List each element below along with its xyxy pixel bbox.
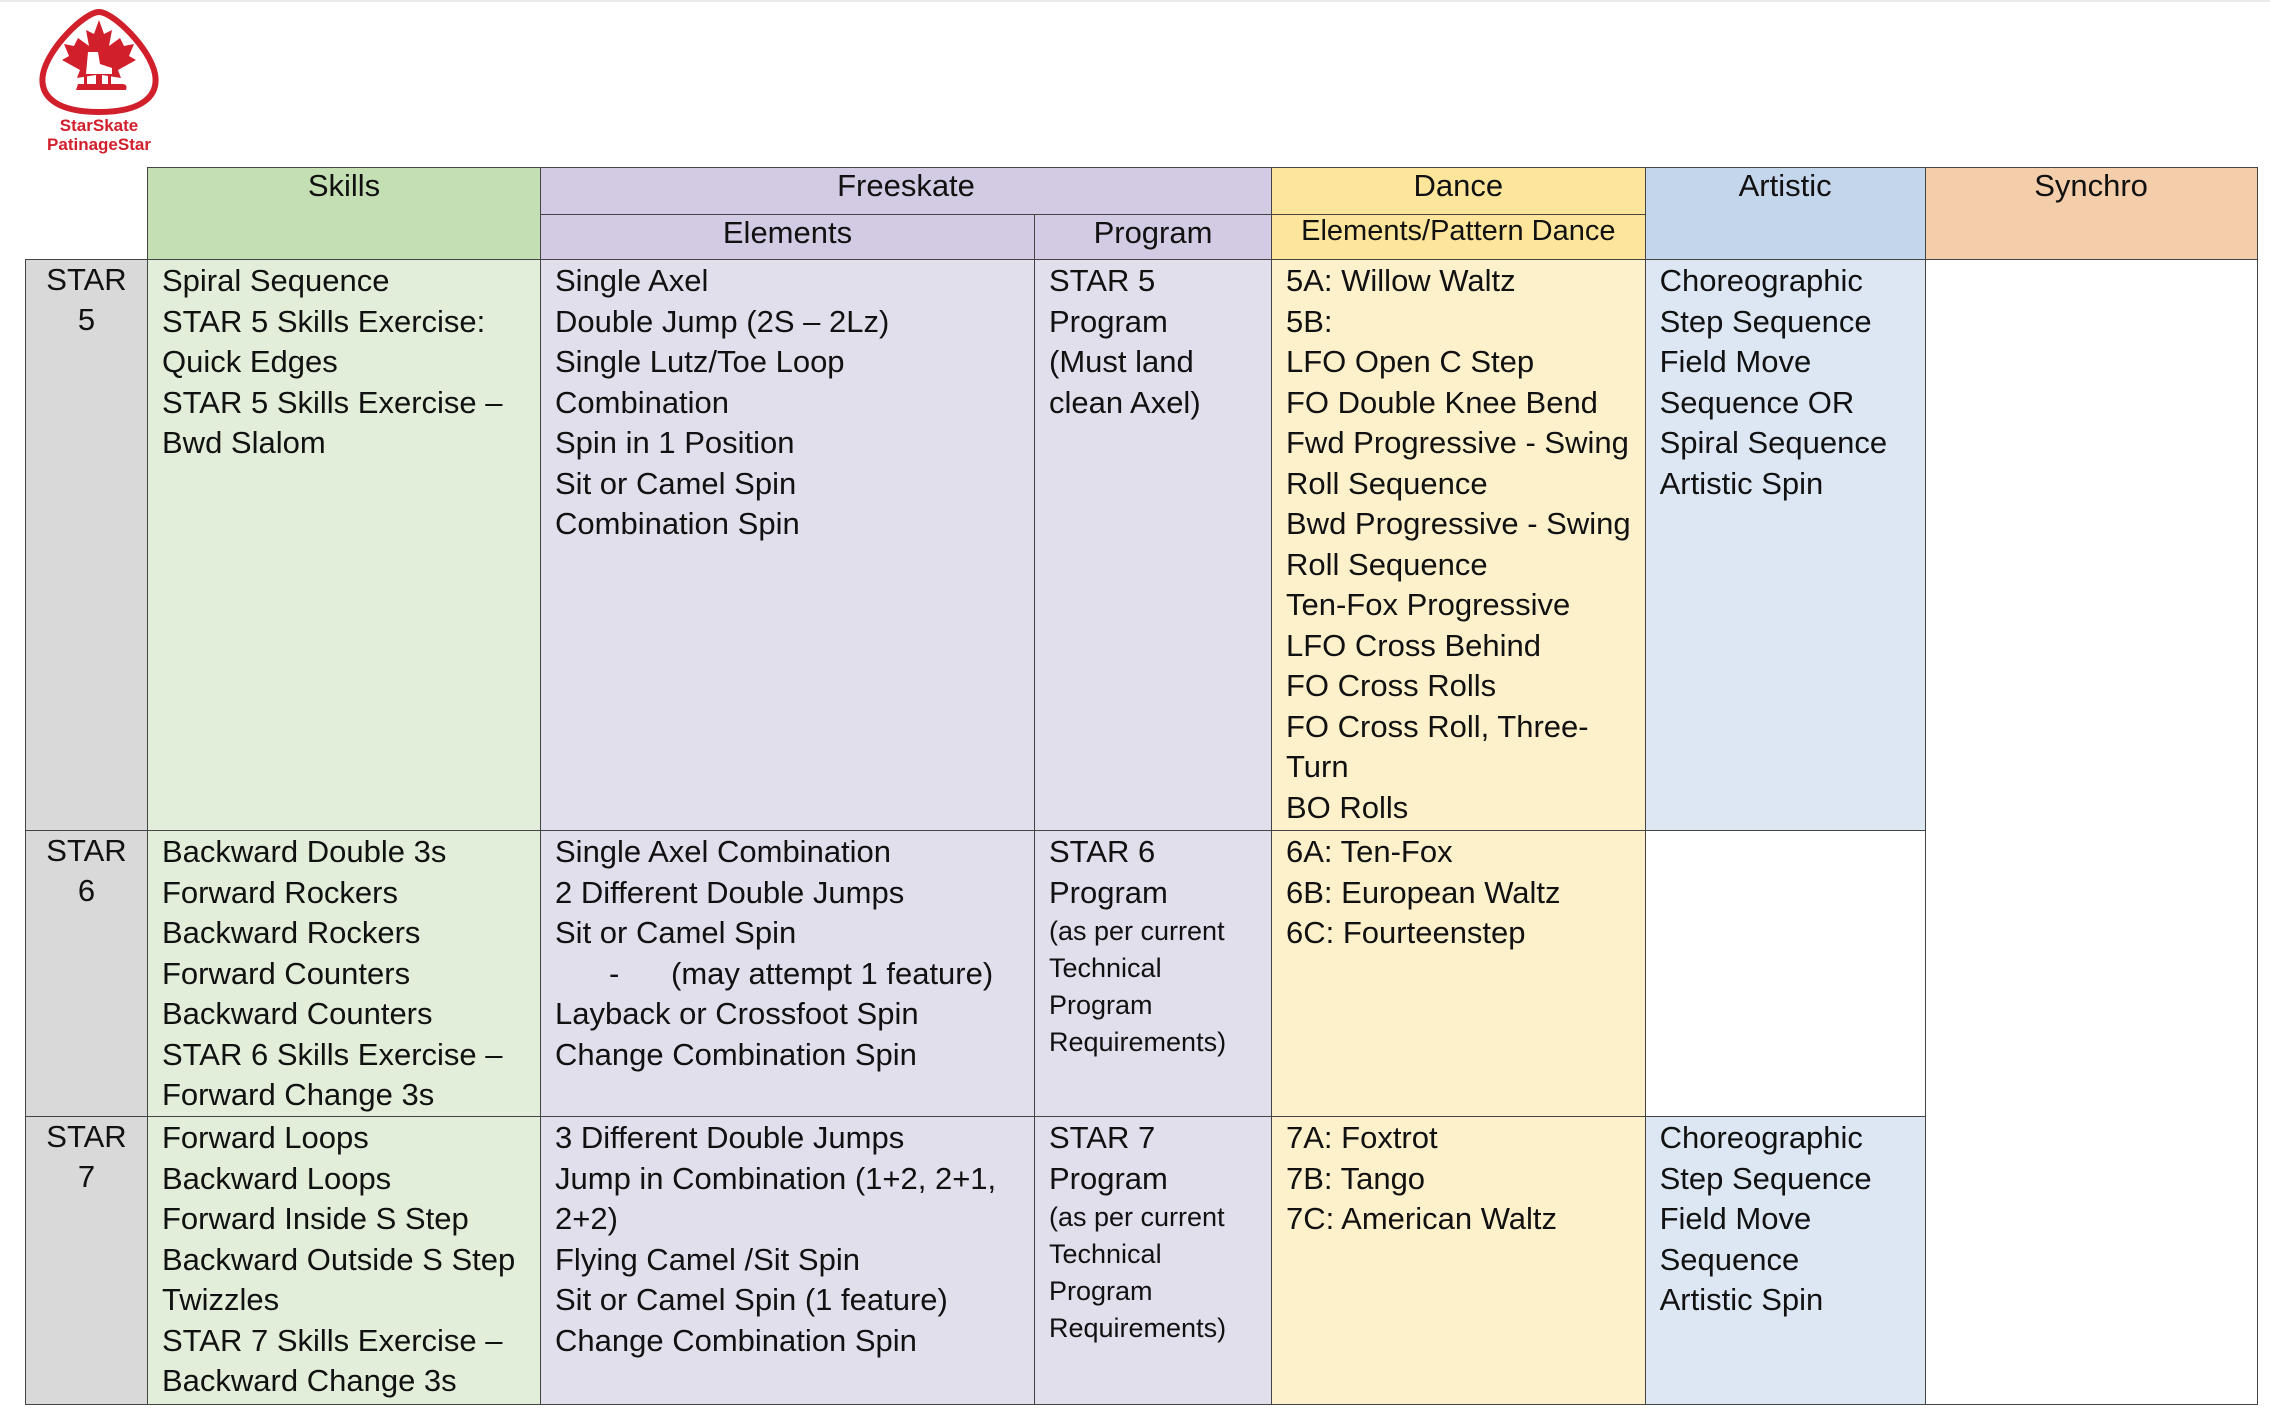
list-item: LFO Open C Step xyxy=(1286,344,1535,379)
list-item: 2+2) xyxy=(555,1201,618,1236)
list-item: Program xyxy=(1049,874,1168,910)
list-item: Spin in 1 Position xyxy=(555,425,795,460)
list-item: clean Axel) xyxy=(1049,384,1201,420)
maple-leaf-skate-icon xyxy=(38,8,160,116)
list-item: Requirements) xyxy=(1049,1027,1227,1057)
list-item: FO Double Knee Bend xyxy=(1286,384,1598,420)
list-item: BO Rolls xyxy=(1286,789,1409,825)
list-item: Ten-Fox Progressive xyxy=(1286,587,1571,622)
list-item: 7C: American Waltz xyxy=(1286,1201,1558,1236)
list-item: Sit or Camel Spin xyxy=(555,915,797,950)
list-item: Sit or Camel Spin (1 feature) xyxy=(555,1282,948,1317)
dance-cell xyxy=(1272,831,1646,1117)
row-star-7 xyxy=(26,1117,2258,1405)
list-item: LFO Cross Behind xyxy=(1286,627,1541,663)
list-item: Double Jump (2S – 2Lz) xyxy=(555,303,890,339)
list-item: Choreographic xyxy=(1659,263,1863,298)
list-item: 6B: European Waltz xyxy=(1286,874,1561,910)
list-item: (as per current xyxy=(1049,1202,1225,1232)
list-item: Step Sequence xyxy=(1659,303,1872,339)
list-item: 5B: xyxy=(1286,303,1333,339)
skills-cell xyxy=(148,1117,541,1405)
program-cell xyxy=(1035,831,1272,1117)
header-skills: Skills xyxy=(148,168,541,260)
list-item: Roll Sequence xyxy=(1286,546,1488,582)
elements-cell xyxy=(541,260,1035,831)
top-rule xyxy=(0,0,2270,2)
list-item: FO Cross Roll, Three- xyxy=(1286,708,1589,744)
star-label xyxy=(26,260,148,831)
list-item: Forward Loops xyxy=(162,1120,369,1155)
list-item: Bwd Slalom xyxy=(162,425,326,460)
artistic-cell xyxy=(1645,831,1925,1117)
list-item: Artistic Spin xyxy=(1659,1282,1824,1317)
star-label-number: 6 xyxy=(77,873,96,908)
list-item: Field Move xyxy=(1659,344,1812,379)
list-item: 6C: Fourteenstep xyxy=(1286,915,1526,950)
header-program: Program xyxy=(1035,215,1272,260)
header-synchro: Synchro xyxy=(1925,168,2257,260)
list-item: (Must land xyxy=(1049,344,1194,379)
header-elements: Elements xyxy=(541,215,1035,260)
row-star-6 xyxy=(26,831,2258,1117)
list-item: Technical xyxy=(1049,1239,1162,1269)
list-item: 3 Different Double Jumps xyxy=(555,1120,905,1155)
list-item: Bwd Progressive - Swing xyxy=(1286,506,1631,541)
star-label-text: STAR xyxy=(46,1119,127,1154)
header-artistic: Artistic xyxy=(1645,168,1925,260)
elements-cell xyxy=(541,1117,1035,1405)
list-item: Layback or Crossfoot Spin xyxy=(555,996,919,1031)
star-label xyxy=(26,831,148,1117)
list-item: Backward Counters xyxy=(162,996,433,1031)
list-item: Twizzles xyxy=(162,1282,280,1317)
list-item: STAR 6 xyxy=(1049,834,1156,869)
star-requirements-table xyxy=(25,167,2258,1405)
list-item: Single Lutz/Toe Loop xyxy=(555,344,845,379)
list-item: Sequence xyxy=(1659,1241,1800,1277)
list-item: Backward Loops xyxy=(162,1160,392,1196)
dance-cell xyxy=(1272,260,1646,831)
list-item: Program xyxy=(1049,303,1168,339)
list-item: 5A: Willow Waltz xyxy=(1286,263,1516,298)
list-item: Spiral Sequence xyxy=(162,263,390,298)
logo-text-line2: PatinageStar xyxy=(47,135,151,154)
list-item: Single Axel Combination xyxy=(555,834,892,869)
list-item: Program xyxy=(1049,990,1153,1020)
list-item: Program xyxy=(1049,1160,1168,1196)
list-item: 6A: Ten-Fox xyxy=(1286,834,1453,869)
list-item: Quick Edges xyxy=(162,344,338,379)
list-item: Requirements) xyxy=(1049,1313,1227,1343)
list-item: Backward Double 3s xyxy=(162,834,447,869)
elements-cell xyxy=(541,831,1035,1117)
list-item: Spiral Sequence xyxy=(1659,425,1888,460)
list-item: Backward Rockers xyxy=(162,915,421,950)
list-item: STAR 7 xyxy=(1049,1120,1156,1155)
list-item: 7B: Tango xyxy=(1286,1160,1426,1196)
synchro-cell xyxy=(1925,260,2257,1405)
list-item: Backward Outside S Step xyxy=(162,1241,516,1277)
skills-cell xyxy=(148,831,541,1117)
list-item: (as per current xyxy=(1049,916,1225,946)
list-item: Change Combination Spin xyxy=(555,1322,917,1358)
list-item: Change Combination Spin xyxy=(555,1036,917,1072)
list-item: Forward Change 3s xyxy=(162,1077,435,1112)
list-item: Single Axel xyxy=(555,263,709,298)
list-item: FO Cross Rolls xyxy=(1286,668,1497,703)
star-label-text: STAR xyxy=(46,262,127,297)
star-label xyxy=(26,1117,148,1405)
list-item: STAR 5 Skills Exercise – xyxy=(162,384,503,420)
list-item: STAR 6 Skills Exercise – xyxy=(162,1036,503,1072)
corner-blank xyxy=(26,168,148,260)
artistic-cell xyxy=(1645,1117,1925,1405)
header-freeskate: Freeskate xyxy=(541,168,1272,215)
list-item: Roll Sequence xyxy=(1286,465,1488,501)
list-item: Choreographic xyxy=(1659,1120,1863,1155)
list-item: Combination xyxy=(555,384,730,420)
list-item: Flying Camel /Sit Spin xyxy=(555,1241,860,1277)
list-item: Artistic Spin xyxy=(1659,465,1824,501)
list-item: Combination Spin xyxy=(555,506,800,541)
list-item: Forward Inside S Step xyxy=(162,1201,469,1236)
program-cell xyxy=(1035,1117,1272,1405)
list-item: Field Move xyxy=(1659,1201,1812,1236)
list-item: STAR 5 xyxy=(1049,263,1156,298)
list-item: 2 Different Double Jumps xyxy=(555,874,905,910)
dance-cell xyxy=(1272,1117,1646,1405)
row-star-5 xyxy=(26,260,2258,831)
list-item: Turn xyxy=(1286,749,1349,784)
artistic-cell xyxy=(1645,260,1925,831)
program-cell xyxy=(1035,260,1272,831)
list-item: - (may attempt 1 feature) xyxy=(609,955,994,991)
list-item: Step Sequence xyxy=(1659,1160,1872,1196)
list-item: Program xyxy=(1049,1276,1153,1306)
list-item: Forward Counters xyxy=(162,955,411,991)
list-item: Forward Rockers xyxy=(162,874,398,910)
star-label-number: 5 xyxy=(77,302,96,337)
list-item: Backward Change 3s xyxy=(162,1363,457,1398)
list-item: 7A: Foxtrot xyxy=(1286,1120,1438,1155)
list-item: STAR 5 Skills Exercise: xyxy=(162,303,486,339)
list-item: Jump in Combination (1+2, 2+1, xyxy=(555,1160,997,1196)
list-item: Fwd Progressive - Swing xyxy=(1286,425,1629,460)
header-dance-sub: Elements/Pattern Dance xyxy=(1272,215,1646,260)
skills-cell xyxy=(148,260,541,831)
list-item: STAR 7 Skills Exercise – xyxy=(162,1322,503,1358)
list-item: Sequence OR xyxy=(1659,384,1855,420)
star-label-number: 7 xyxy=(77,1159,96,1194)
starskate-logo xyxy=(34,8,164,158)
list-item: Sit or Camel Spin xyxy=(555,465,797,501)
list-item: Technical xyxy=(1049,953,1162,983)
header-dance: Dance xyxy=(1272,168,1646,215)
logo-text-line1: StarSkate xyxy=(59,116,139,135)
star-label-text: STAR xyxy=(46,833,127,868)
